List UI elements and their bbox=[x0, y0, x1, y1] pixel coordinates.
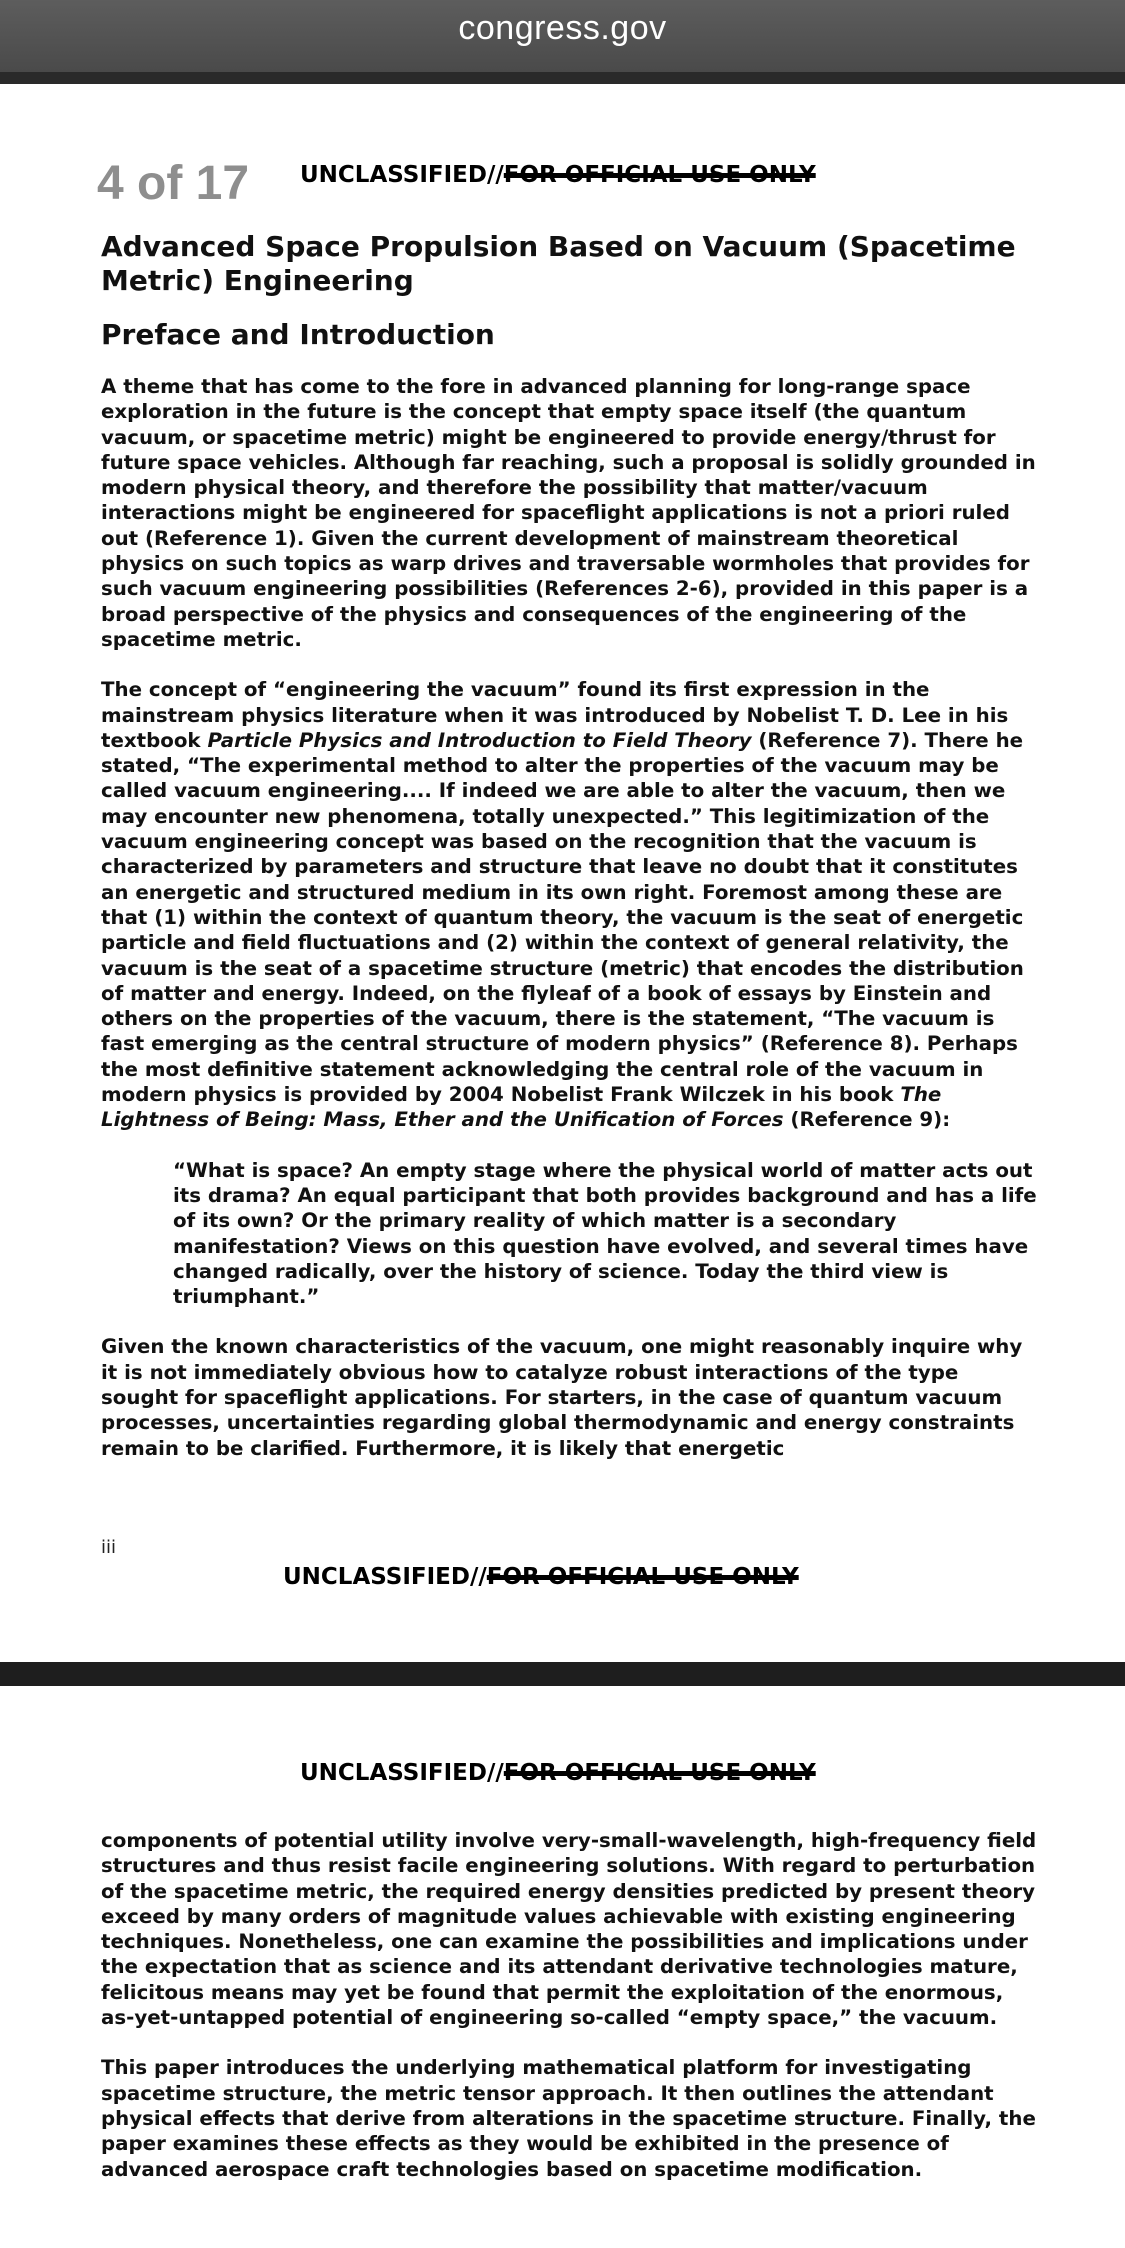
paragraph-2-text-b: (Reference 7). There he stated, “The experimental method to alter the properties of the vacuum may be called vacuum engineering.... If indeed we are able to alter the vacuum, then we may encounter new phenomena, totally unexpected.” This legitimization of the vacuum engineering concept was based on the recognition that the vacuum is characterized by parameters and structure that leave no doubt that it constitutes an energetic and structured medium in its own right. Foremost among these are that (1) within the context of quantum theory, the vacuum is the seat of energetic particle and field fluctuations and (2) within the context of general relativity, the vacuum is the seat of a spacetime structure (metric) that encodes the distribution of matter and energy. Indeed, on the flyleaf of a book of essays by Einstein and others on the properties of the vacuum, there is the statement, “The vacuum is fast emerging as the central structure of modern physics” (Reference 8). Perhaps the most definitive statement acknowledging the central role of the vacuum in modern physics is provided by 2004 Nobelist Frank Wilczek in his book bbox=[101, 728, 1024, 1107]
url-text[interactable]: congress.gov bbox=[458, 9, 667, 47]
page-2-body bbox=[101, 1828, 1041, 2182]
page-divider bbox=[0, 1662, 1125, 1686]
struck-caveat: FOR OFFICIAL USE ONLY bbox=[503, 1760, 816, 1786]
classification-header bbox=[300, 1760, 816, 1786]
classification-footer bbox=[283, 1564, 799, 1590]
block-quote: “What is space? An empty stage where the physical world of matter acts out its drama? An equal participant that both provides background and has a life of its own? Or the primary reality of which matter is a secondary manifestation? Views on this question have evolved, and several times have changed radically, over the history of science. Today the third view is triumphant.” bbox=[173, 1158, 1037, 1309]
classification-label: UNCLASSIFIED// bbox=[283, 1564, 487, 1590]
struck-caveat: FOR OFFICIAL USE ONLY bbox=[486, 1564, 799, 1590]
page-1-body bbox=[101, 230, 1041, 1461]
page-counter: 4 of 17 bbox=[97, 157, 250, 210]
paragraph-2 bbox=[101, 677, 1041, 1132]
paragraph-4: components of potential utility involve very-small-wavelength, high-frequency field structures and thus resist facile engineering solutions. With regard to perturbation of the spacetime metric, the required energy densities predicted by present theory exceed by many orders of magnitude values achievable with existing engineering techniques. Nonetheless, one can examine the possibilities and implications under the expectation that as science and its attendant derivative technologies mature, felicitous means may yet be found that permit the exploitation of the enormous, as-yet-untapped potential of engineering so-called “empty space,” the vacuum. bbox=[101, 1829, 1037, 2030]
document-title: Advanced Space Propulsion Based on Vacuum (Spacetime Metric) Engineering bbox=[101, 230, 1016, 297]
document-page-2[interactable] bbox=[0, 1686, 1125, 2248]
classification-header bbox=[300, 162, 816, 188]
toolbar-shadow bbox=[0, 72, 1125, 84]
paragraph-3: Given the known characteristics of the vacuum, one might reasonably inquire why it is not immediately obvious how to catalyze robust interactions of the type sought for spaceflight applications. For starters, in the case of quantum vacuum processes, uncertainties regarding global thermodynamic and energy constraints remain to be clarified. Furthermore, it is likely that energetic bbox=[101, 1335, 1023, 1460]
document-page-1[interactable] bbox=[0, 84, 1125, 1662]
browser-url-bar[interactable] bbox=[0, 0, 1125, 72]
paragraph-1: A theme that has come to the fore in advanced planning for long-range space exploration in the future is the concept that empty space itself (the quantum vacuum, or spacetime metric) might be engineered to provide energy/thrust for future space vehicles. Although far reaching, such a proposal is solidly grounded in modern physical theory, and therefore the possibility that matter/vacuum interactions might be engineered for spaceflight applications is not a priori ruled out (Reference 1). Given the current development of mainstream theoretical physics on such topics as warp drives and traversable wormholes that provides for such vacuum engineering possibilities (References 2-6), provided in this paper is a broad perspective of the physics and consequences of the engineering of the spacetime metric. bbox=[101, 375, 1036, 651]
paragraph-2-text-c: (Reference 9): bbox=[783, 1108, 951, 1132]
page-number: iii bbox=[101, 1537, 117, 1558]
section-heading: Preface and Introduction bbox=[101, 318, 495, 351]
struck-caveat: FOR OFFICIAL USE ONLY bbox=[503, 162, 816, 188]
book-title-lee: Particle Physics and Introduction to Field Theory bbox=[207, 728, 752, 752]
paragraph-2-text-a: The concept of “engineering the vacuum” found its first expression in the mainstream physics literature when it was introduced by Nobelist T. D. Lee in his textbook bbox=[101, 678, 1009, 752]
paragraph-5: This paper introduces the underlying mathematical platform for investigating spacetime structure, the metric tensor approach. It then outlines the attendant physical effects that derive from alterations in the spacetime structure. Finally, the paper examines these effects as they would be exhibited in the presence of advanced aerospace craft technologies based on spacetime modification. bbox=[101, 2056, 1036, 2181]
book-title-wilczek: The Lightness of Being: Mass, Ether and the Unification of Forces bbox=[101, 1083, 942, 1132]
classification-label: UNCLASSIFIED// bbox=[300, 162, 504, 188]
classification-label: UNCLASSIFIED// bbox=[300, 1760, 504, 1786]
